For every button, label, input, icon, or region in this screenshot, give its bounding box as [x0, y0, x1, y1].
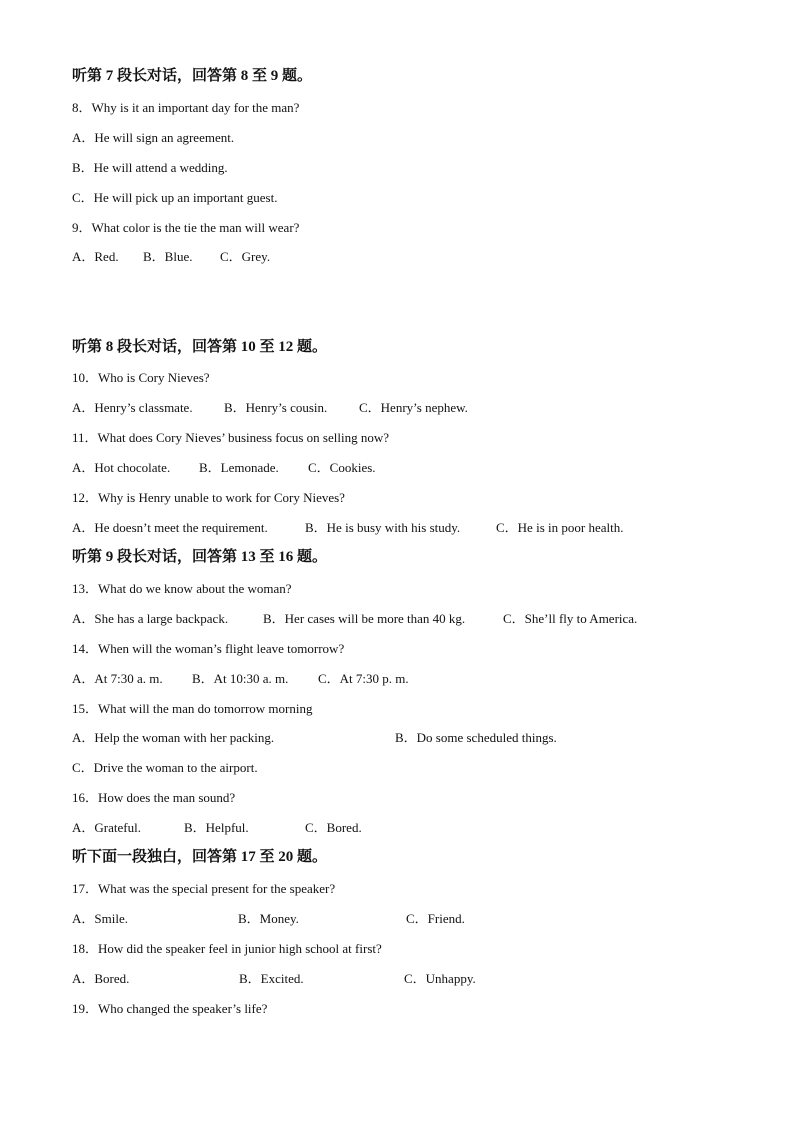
question-15-option-b: B．Do some scheduled things.	[395, 730, 557, 745]
question-10-option-c: C．Henry’s nephew.	[359, 400, 468, 415]
question-8-option-c: C．He will pick up an important guest.	[72, 190, 278, 205]
section-heading-8: 听第 8 段长对话，回答第 10 至 12 题。	[72, 339, 328, 355]
section-heading-7: 听第 7 段长对话，回答第 8 至 9 题。	[72, 68, 313, 84]
question-14: 14．When will the woman’s flight leave tomorrow?	[72, 641, 345, 656]
question-12-option-a: A．He doesn’t meet the requirement.	[72, 520, 268, 535]
question-11: 11．What does Cory Nieves’ business focus on selling now?	[72, 430, 390, 445]
question-17-option-a: A．Smile.	[72, 911, 128, 926]
question-11-option-a: A．Hot chocolate.	[72, 460, 171, 475]
question-19: 19．Who changed the speaker’s life?	[72, 1001, 268, 1016]
question-15-option-a: A．Help the woman with her packing.	[72, 730, 275, 745]
question-10: 10．Who is Cory Nieves?	[72, 370, 210, 385]
question-12-option-b: B．He is busy with his study.	[305, 520, 461, 535]
question-18-option-c: C．Unhappy.	[404, 971, 476, 986]
question-8-option-b: B．He will attend a wedding.	[72, 160, 228, 175]
question-15-option-c: C．Drive the woman to the airport.	[72, 760, 258, 775]
question-11-option-b: B．Lemonade.	[199, 460, 279, 475]
question-15: 15．What will the man do tomorrow morning	[72, 701, 313, 716]
question-9: 9．What color is the tie the man will wear?	[72, 220, 300, 235]
question-14-option-c: C．At 7:30 p. m.	[318, 671, 409, 686]
question-16-option-c: C．Bored.	[305, 820, 362, 835]
question-8: 8．Why is it an important day for the man?	[72, 100, 300, 115]
question-16: 16．How does the man sound?	[72, 790, 236, 805]
question-10-option-b: B．Henry’s cousin.	[224, 400, 328, 415]
question-14-option-b: B．At 10:30 a. m.	[192, 671, 289, 686]
question-18-option-a: A．Bored.	[72, 971, 130, 986]
question-12-option-c: C．He is in poor health.	[496, 520, 624, 535]
question-17-option-c: C．Friend.	[406, 911, 465, 926]
question-16-option-a: A．Grateful.	[72, 820, 141, 835]
question-18: 18．How did the speaker feel in junior high school at first?	[72, 941, 382, 956]
question-13: 13．What do we know about the woman?	[72, 581, 292, 596]
question-12: 12．Why is Henry unable to work for Cory Nieves?	[72, 490, 345, 505]
question-13-option-c: C．She’ll fly to America.	[503, 611, 638, 626]
question-17: 17．What was the special present for the speaker?	[72, 881, 336, 896]
section-heading-monologue: 听下面一段独白，回答第 17 至 20 题。	[72, 849, 328, 865]
question-18-option-b: B．Excited.	[239, 971, 304, 986]
question-9-option-b: B．Blue.	[143, 249, 193, 264]
question-9-option-a: A．Red.	[72, 249, 119, 264]
question-16-option-b: B．Helpful.	[184, 820, 249, 835]
question-14-option-a: A．At 7:30 a. m.	[72, 671, 163, 686]
question-17-option-b: B．Money.	[238, 911, 299, 926]
question-8-option-a: A．He will sign an agreement.	[72, 130, 235, 145]
question-11-option-c: C．Cookies.	[308, 460, 376, 475]
question-10-option-a: A．Henry’s classmate.	[72, 400, 193, 415]
question-9-option-c: C．Grey.	[220, 249, 271, 264]
section-heading-9: 听第 9 段长对话，回答第 13 至 16 题。	[72, 549, 328, 565]
question-13-option-b: B．Her cases will be more than 40 kg.	[263, 611, 466, 626]
question-13-option-a: A．She has a large backpack.	[72, 611, 229, 626]
